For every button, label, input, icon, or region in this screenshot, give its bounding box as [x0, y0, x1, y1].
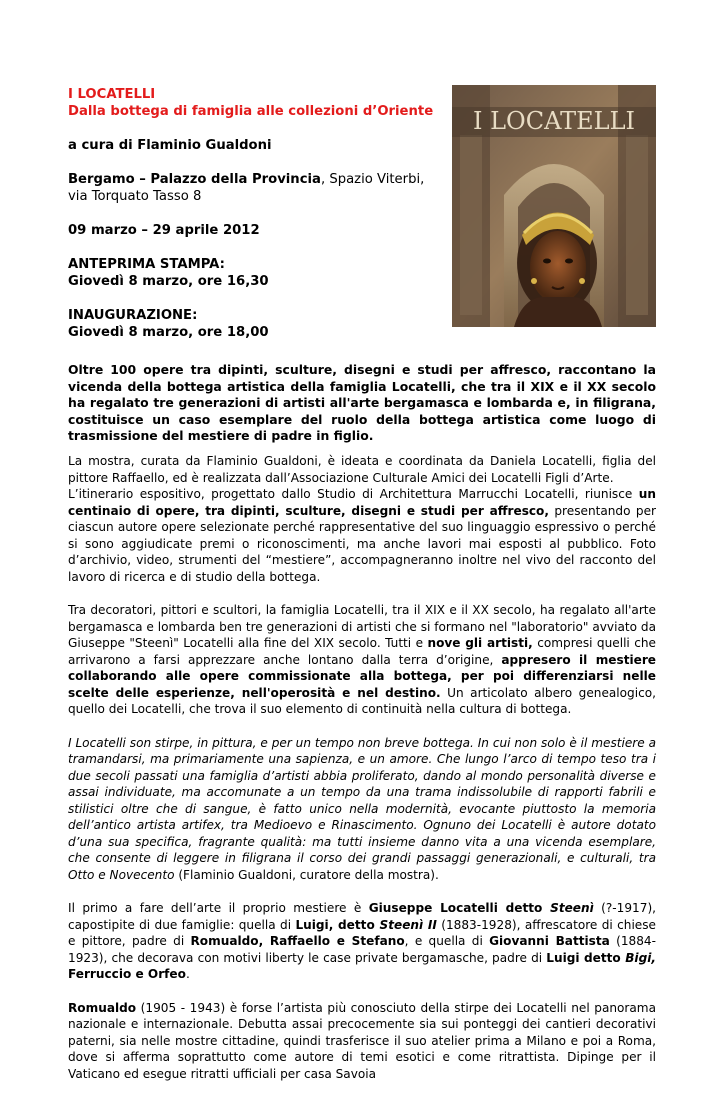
text-run: compresi quelli che arrivarono a farsi apprezzare anche lontano dalla terra d’origine, — [68, 636, 656, 667]
cover-title: I LOCATELLI — [473, 107, 635, 135]
curator: a cura di Flaminio Gualdoni — [68, 138, 272, 153]
paragraph-intro: La mostra, curata da Flaminio Gualdoni, è ideata e coordinata da Daniela Locatelli, figlia del pittore Raffaello, ed è realizzata dall’Associazione Culturale Amici dei Locatelli Figli d’Arte. — [68, 454, 656, 485]
text-run: (1884-1923), che decorava con motivi liberty le case private bergamasche, padre di — [68, 934, 656, 965]
venue — [68, 171, 438, 205]
text-run: . — [185, 967, 190, 981]
text-run-bold-italic: Steenì II — [379, 917, 437, 932]
text-run-bold: Romualdo — [68, 1000, 137, 1015]
paragraph-itinerary — [68, 486, 656, 585]
text-run: Tra decoratori, pittori e scultori, la famiglia Locatelli, tra il XIX e il XX secolo, ha regalato all'arte bergamasca e lombarda ben tre generazioni di artisti che si formano nel "laboratorio" avviato da Giuseppe "Steenì" Locatelli alla fine del XIX secolo. Tutti e — [68, 603, 656, 650]
opening-date: Giovedì 8 marzo, ore 18,00 — [68, 325, 269, 340]
text-run: Un articolato albero genealogico, quello dei Locatelli, che trova il suo elemento di continuità nella cultura di bottega. — [68, 685, 656, 716]
paragraph-family — [68, 602, 656, 718]
text-run-bold: Luigi, detto — [295, 917, 380, 932]
text-run-bold: Romualdo, Raffaello e Stefano — [190, 934, 405, 948]
paragraph-genealogy — [68, 900, 656, 983]
venue-address: , Spazio Viterbi, via Torquato Tasso 8 — [68, 172, 425, 204]
text-run-bold: Giuseppe Locatelli detto — [368, 901, 551, 915]
text-run-bold: Ferruccio e Orfeo — [68, 967, 186, 981]
text-run: Il primo a fare dell’arte il proprio mestiere è — [68, 901, 369, 915]
paragraph-quote — [68, 735, 656, 884]
text-run-bold-italic: Steenì — [550, 901, 594, 915]
cover-illustration — [452, 85, 656, 327]
exhibition-title: I LOCATELLI — [68, 87, 156, 102]
press-preview-date: Giovedì 8 marzo, ore 16,30 — [68, 274, 269, 289]
press-preview-label: ANTEPRIMA STAMPA: — [68, 257, 225, 272]
text-run: L’itinerario espositivo, progettato dallo Studio di Architettura Marrucchi Locatelli, riunisce — [68, 487, 639, 501]
opening — [68, 307, 438, 341]
exhibition-dates: 09 marzo – 29 aprile 2012 — [68, 223, 260, 238]
text-run-bold: Giovanni Battista — [489, 934, 610, 948]
opening-label: INAUGURAZIONE: — [68, 308, 198, 323]
quote-attribution: (Flaminio Gualdoni, curatore della mostra). — [174, 867, 439, 882]
text-run-bold: nove gli artisti, — [427, 636, 533, 650]
text-run: (?-1917), capostipite di due famiglie: quella di — [68, 901, 657, 932]
header — [68, 86, 438, 341]
catalog-cover-image — [452, 85, 656, 327]
lead-paragraph: Oltre 100 opere tra dipinti, sculture, disegni e studi per affresco, raccontano la vicenda della bottega artistica della famiglia Locatelli, che tra il XIX e il XX secolo ha regalato tre generazioni di artisti all'arte bergamasca e lombarda e, in filigrana, costituisce un caso esemplare del ruolo della bottega artistica come luogo di trasmissione del mestiere di padre in figlio. — [68, 362, 656, 443]
quote-text: I Locatelli son stirpe, in pittura, e per un tempo non breve bottega. In cui non solo è il mestiere a tramandarsi, ma primariamente una sapienza, e un amore. Che lungo l’arco di tempo teso tra i due secoli passati una famiglia d’artisti abbia proliferato, dando al mondo personalità diverse e assai individuate, ma accomunate a un tempo da una trama indissolubile di rapporti fabrili e stilistici oltre che di sangue, è fatto unico nella modernità, evocante piuttosto la memoria dell’antico artista artifex, tra Medioevo e Rinascimento. Ognuno dei Locatelli è autore dotato d’una sua specifica, fragrante qualità: ma tutti insieme danno vita a una vicenda esemplare, che consente di leggere in filigrana il corso dei grandi passaggi generazionali, e culturali, tra Otto e Novecento — [68, 735, 656, 882]
body-text — [68, 453, 656, 1099]
text-run-bold: appresero il mestiere collaborando alle opere commissionate alla bottega, per poi differenziarsi nelle scelte delle esperienze, nell'operosità e nel destino. — [68, 652, 656, 700]
press-preview — [68, 256, 438, 290]
text-run-bold: un centinaio di opere, tra dipinti, sculture, disegni e studi per affresco, — [68, 487, 656, 518]
venue-name: Bergamo – Palazzo della Provincia — [68, 172, 321, 187]
exhibition-subtitle: Dalla bottega di famiglia alle collezioni d’Oriente — [68, 104, 434, 119]
text-run: , e quella di — [404, 934, 490, 948]
text-run-bold: Luigi detto — [546, 950, 626, 965]
paragraph-romualdo — [68, 1000, 656, 1083]
text-run: (1905 - 1943) è forse l’artista più conosciuto della stirpe dei Locatelli nel panorama nazionale e internazionale. Debutta assai precocemente sia sui ponteggi dei cantieri decorativi paterni, sia nelle mostre cittadine, quindi trasferisce il suo atelier prima a Milano e poi a Roma, dove si afferma soprattutto come autore di temi esotici e come ritrattista. Dipinge per il Vaticano ed esegue ritratti ufficiali per casa Savoia — [68, 1000, 656, 1081]
text-run: presentando per ciascun autore opere selezionate perché rappresentative del suo linguaggio espressivo o perché si sono aggiudicate premi o riconoscimenti, ma anche lavori mai esposti al pubblico. Foto d’archivio, video, strumenti del “mestiere”, accompagneranno inoltre nel vivo del racconto del lavoro di ricerca e di studio della bottega. — [68, 503, 657, 584]
text-run-bold-italic: Bigi, — [625, 950, 656, 965]
text-run: (1883-1928), affrescatore di chiese e pittore, padre di — [68, 917, 656, 948]
